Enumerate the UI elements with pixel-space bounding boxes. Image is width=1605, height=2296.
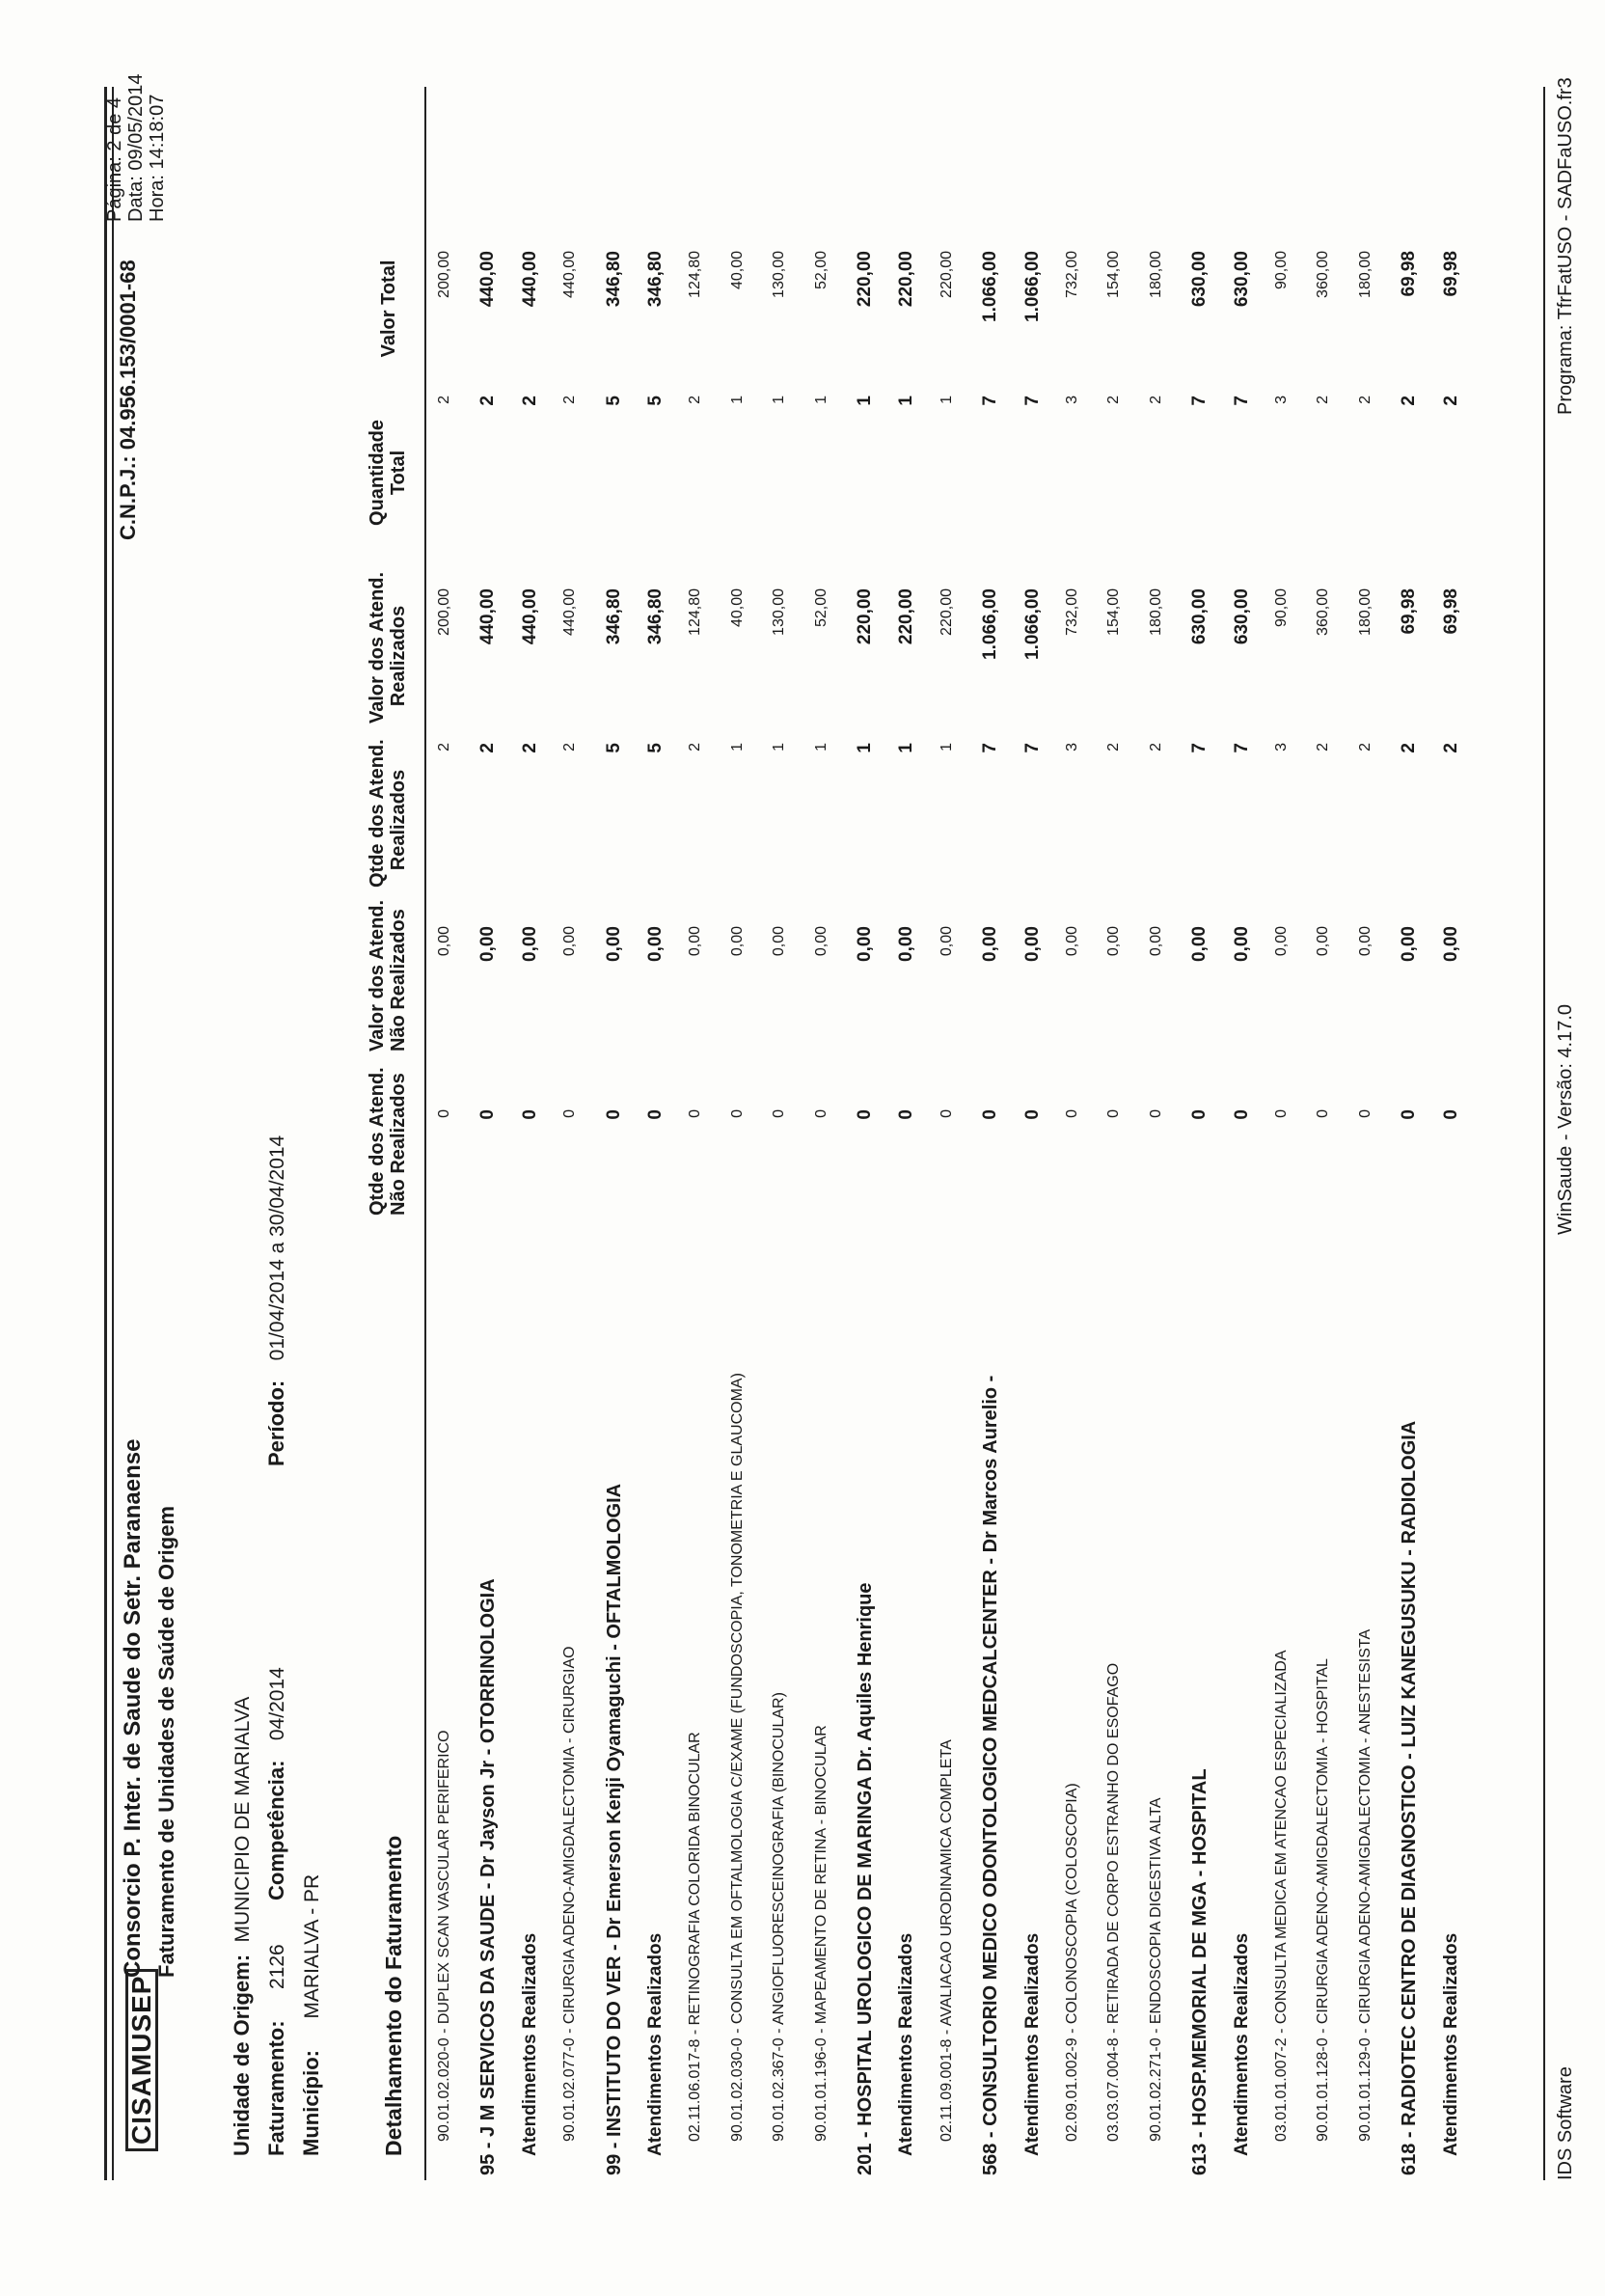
procedure-row [436, 0, 463, 2296]
cell-qtde-nao-realizados: 0 [1273, 1109, 1290, 1118]
group-row [1022, 0, 1049, 2296]
cell-qtde-nao-realizados: 0 [519, 1109, 540, 1120]
cell-quantidade-total: 1 [728, 396, 746, 404]
cell-qtde-realizados: 1 [896, 743, 917, 753]
cell-valor-total: 440,00 [561, 251, 579, 298]
cell-qtde-nao-realizados: 0 [728, 1109, 746, 1118]
row-description: 90.01.02.367-0 - ANGIOFLUORESCEINOGRAFIA (BINOCULAR) [771, 1692, 788, 2142]
cell-valor-nao-realizados: 0,00 [896, 926, 917, 962]
cell-valor-total: 346,80 [603, 251, 624, 308]
cell-valor-realizados: 360,00 [1315, 588, 1332, 636]
cell-qtde-realizados: 2 [1315, 743, 1332, 752]
cell-valor-total: 630,00 [1231, 251, 1252, 308]
cell-valor-nao-realizados: 0,00 [1064, 926, 1080, 957]
cell-valor-total: 90,00 [1273, 251, 1290, 290]
cell-valor-total: 69,98 [1440, 251, 1461, 297]
cell-quantidade-total: 7 [980, 396, 1001, 406]
cell-valor-total: 69,98 [1399, 251, 1420, 297]
procedure-row [687, 0, 714, 2296]
cell-valor-nao-realizados: 0,00 [561, 926, 579, 957]
cell-quantidade-total: 2 [519, 396, 540, 406]
group-row [896, 0, 923, 2296]
cell-valor-total: 220,00 [938, 251, 955, 298]
col-qtde-realizados: Qtde dos Atend. Realizados [367, 739, 409, 888]
row-description: 568 - CONSULTORIO MEDICO ODONTOLOGICO MEDCALCENTER - Dr Marcos Aurelio - [980, 1375, 1002, 2175]
cell-quantidade-total: 2 [1105, 396, 1123, 404]
row-description: 03.03.07.004-8 - RETIRADA DE CORPO ESTRANHO DO ESOFAGO [1105, 1662, 1123, 2142]
cell-valor-realizados: 630,00 [1189, 588, 1211, 645]
footer-rule [1543, 87, 1545, 2180]
cell-qtde-nao-realizados: 0 [1064, 1109, 1080, 1118]
cell-valor-nao-realizados: 0,00 [519, 926, 540, 962]
cell-valor-total: 52,00 [812, 251, 830, 290]
cell-valor-realizados: 69,98 [1440, 588, 1461, 635]
cell-qtde-nao-realizados: 0 [1189, 1109, 1211, 1120]
unit-row [604, 0, 631, 2296]
cell-qtde-realizados: 2 [1399, 743, 1420, 753]
cell-qtde-realizados: 2 [687, 743, 704, 752]
cell-quantidade-total: 3 [1064, 396, 1080, 404]
col-quantidade-total: Quantidade Total [367, 420, 409, 527]
cell-qtde-realizados: 2 [561, 743, 579, 752]
cell-qtde-realizados: 2 [477, 743, 499, 753]
cell-valor-realizados: 630,00 [1231, 588, 1252, 645]
cell-qtde-nao-realizados: 0 [561, 1109, 579, 1118]
cell-valor-total: 40,00 [728, 251, 746, 290]
cell-qtde-nao-realizados: 0 [477, 1109, 499, 1120]
footer-software: IDS Software [1555, 2066, 1576, 2180]
report-time: Hora: 14:18:07 [147, 94, 168, 222]
cell-valor-realizados: 732,00 [1064, 588, 1080, 636]
cell-valor-nao-realizados: 0,00 [855, 926, 875, 962]
cell-valor-total: 440,00 [477, 251, 499, 308]
row-description: 95 - J M SERVICOS DA SAUDE - Dr Jayson Jr - OTORRINOLOGIA [477, 1578, 500, 2175]
competencia: Competência: 04/2014 [264, 1667, 288, 1900]
municipio: Município: MARIALVA - PR [299, 1873, 323, 2156]
procedure-row [1064, 0, 1091, 2296]
cell-qtde-realizados: 7 [1021, 743, 1043, 753]
row-description: 02.11.06.017-8 - RETINOGRAFIA COLORIDA BINOCULAR [687, 1732, 704, 2142]
cell-qtde-realizados: 1 [938, 743, 955, 752]
cell-valor-realizados: 200,00 [436, 588, 452, 636]
cell-valor-total: 180,00 [1147, 251, 1164, 298]
cell-qtde-realizados: 2 [1440, 743, 1461, 753]
cell-qtde-nao-realizados: 0 [896, 1109, 917, 1120]
cell-qtde-realizados: 7 [1189, 743, 1211, 753]
cell-valor-nao-realizados: 0,00 [1147, 926, 1164, 957]
col-valor-nao-realizados: Valor dos Atend. Não Realizados [367, 899, 409, 1052]
procedure-row [1105, 0, 1132, 2296]
cell-valor-total: 732,00 [1064, 251, 1080, 298]
cell-valor-nao-realizados: 0,00 [1356, 926, 1374, 957]
cell-qtde-nao-realizados: 0 [812, 1109, 830, 1118]
cell-valor-total: 200,00 [436, 251, 452, 298]
cell-quantidade-total: 2 [436, 396, 452, 404]
cell-qtde-nao-realizados: 0 [687, 1109, 704, 1118]
cell-qtde-nao-realizados: 0 [645, 1109, 666, 1120]
cell-qtde-nao-realizados: 0 [855, 1109, 875, 1120]
cell-valor-nao-realizados: 0,00 [645, 926, 666, 962]
cell-qtde-realizados: 7 [980, 743, 1001, 753]
cell-valor-nao-realizados: 0,00 [771, 926, 788, 957]
cell-valor-nao-realizados: 0,00 [1189, 926, 1211, 962]
cell-quantidade-total: 5 [603, 396, 624, 406]
cell-valor-nao-realizados: 0,00 [1440, 926, 1461, 962]
cell-qtde-realizados: 2 [1356, 743, 1374, 752]
row-description: 02.09.01.002-9 - COLONOSCOPIA (COLOSCOPIA) [1064, 1783, 1080, 2142]
cell-valor-nao-realizados: 0,00 [687, 926, 704, 957]
cell-valor-total: 124,80 [687, 251, 704, 298]
cell-qtde-nao-realizados: 0 [1399, 1109, 1420, 1120]
cell-quantidade-total: 2 [1440, 396, 1461, 406]
row-description: Atendimentos Realizados [1021, 1932, 1043, 2156]
row-description: Atendimentos Realizados [519, 1932, 540, 2156]
cell-valor-nao-realizados: 0,00 [980, 926, 1001, 962]
cell-valor-realizados: 440,00 [477, 588, 499, 645]
row-description: 90.01.02.271-0 - ENDOSCOPIA DIGESTIVA ALTA [1147, 1797, 1164, 2142]
cell-valor-total: 630,00 [1189, 251, 1211, 308]
cell-qtde-nao-realizados: 0 [1440, 1109, 1461, 1120]
cell-quantidade-total: 2 [687, 396, 704, 404]
cell-valor-realizados: 180,00 [1356, 588, 1374, 636]
page-number: Página: 2 de 4 [104, 96, 125, 222]
row-description: 90.01.02.077-0 - CIRURGIA ADENO-AMIGDALECTOMIA - CIRURGIAO [561, 1646, 579, 2142]
cell-quantidade-total: 2 [1356, 396, 1374, 404]
cell-quantidade-total: 2 [477, 396, 499, 406]
cell-qtde-nao-realizados: 0 [1315, 1109, 1332, 1118]
cell-quantidade-total: 2 [1147, 396, 1164, 404]
row-description: 90.01.01.128-0 - CIRURGIA ADENO-AMIGDALECTOMIA - HOSPITAL [1315, 1658, 1332, 2142]
cell-qtde-realizados: 1 [812, 743, 830, 752]
cell-qtde-nao-realizados: 0 [1105, 1109, 1123, 1118]
cell-valor-nao-realizados: 0,00 [728, 926, 746, 957]
cell-valor-realizados: 90,00 [1273, 588, 1290, 628]
cell-valor-realizados: 346,80 [645, 588, 666, 645]
unit-row [1399, 0, 1426, 2296]
unit-row [855, 0, 882, 2296]
cell-valor-nao-realizados: 0,00 [1021, 926, 1043, 962]
row-description: 618 - RADIOTEC CENTRO DE DIAGNOSTICO - LUIZ KANEGUSUKU - RADIOLOGIA [1399, 1420, 1421, 2175]
cell-valor-nao-realizados: 0,00 [603, 926, 624, 962]
row-description: 90.01.01.129-0 - CIRURGIA ADENO-AMIGDALECTOMIA - ANESTESISTA [1356, 1628, 1374, 2142]
report-subtitle: Faturamento de Unidades de Saúde de Origem [154, 1506, 178, 1978]
cell-valor-nao-realizados: 0,00 [477, 926, 499, 962]
cell-valor-nao-realizados: 0,00 [1273, 926, 1290, 957]
cell-qtde-nao-realizados: 0 [771, 1109, 788, 1118]
header-rule-thin [112, 87, 114, 2180]
cell-valor-nao-realizados: 0,00 [1399, 926, 1420, 962]
cell-valor-realizados: 40,00 [728, 588, 746, 628]
cell-quantidade-total: 1 [812, 396, 830, 404]
cell-quantidade-total: 2 [561, 396, 579, 404]
cell-valor-total: 154,00 [1105, 251, 1123, 298]
cell-quantidade-total: 2 [1315, 396, 1332, 404]
row-description: Atendimentos Realizados [1440, 1932, 1461, 2156]
row-description: 90.01.01.196-0 - MAPEAMENTO DE RETINA - BINOCULAR [812, 1725, 830, 2142]
cell-qtde-nao-realizados: 0 [1356, 1109, 1374, 1118]
cell-qtde-realizados: 1 [771, 743, 788, 752]
cell-qtde-realizados: 5 [603, 743, 624, 753]
cell-qtde-realizados: 1 [728, 743, 746, 752]
row-description: 90.01.02.020-0 - DUPLEX SCAN VASCULAR PERIFERICO [436, 1730, 452, 2142]
cell-qtde-nao-realizados: 0 [436, 1109, 452, 1118]
group-row [1232, 0, 1259, 2296]
cell-valor-nao-realizados: 0,00 [1105, 926, 1123, 957]
cell-qtde-nao-realizados: 0 [980, 1109, 1001, 1120]
cell-qtde-nao-realizados: 0 [1147, 1109, 1164, 1118]
cell-qtde-realizados: 1 [855, 743, 875, 753]
footer-version: WinSaude - Versão: 4.17.0 [1555, 1003, 1576, 1235]
cell-valor-realizados: 180,00 [1147, 588, 1164, 636]
cell-valor-total: 220,00 [855, 251, 875, 308]
cell-qtde-realizados: 7 [1231, 743, 1252, 753]
cell-quantidade-total: 7 [1231, 396, 1252, 406]
cell-qtde-realizados: 5 [645, 743, 666, 753]
cell-valor-total: 440,00 [519, 251, 540, 308]
section-title: Detalhamento do Faturamento [381, 1835, 406, 2156]
procedure-row [813, 0, 840, 2296]
row-description: 03.01.01.007-2 - CONSULTA MEDICA EM ATENCAO ESPECIALIZADA [1273, 1650, 1290, 2142]
cell-valor-nao-realizados: 0,00 [938, 926, 955, 957]
col-qtde-nao-realizados: Qtde dos Atend. Não Realizados [367, 1067, 409, 1216]
cell-valor-realizados: 1.066,00 [1021, 588, 1043, 660]
procedure-row [771, 0, 798, 2296]
cell-qtde-realizados: 3 [1064, 743, 1080, 752]
cell-valor-total: 1.066,00 [1021, 251, 1043, 322]
cell-qtde-realizados: 2 [1105, 743, 1123, 752]
report-date: Data: 09/05/2014 [125, 73, 147, 222]
cell-quantidade-total: 1 [938, 396, 955, 404]
cell-qtde-nao-realizados: 0 [603, 1109, 624, 1120]
cell-valor-nao-realizados: 0,00 [436, 926, 452, 957]
cell-valor-total: 130,00 [771, 251, 788, 298]
col-valor-total: Valor Total [378, 260, 399, 358]
cnpj: C.N.P.J.: 04.956.153/0001-68 [116, 260, 140, 540]
unit-row [477, 0, 504, 2296]
procedure-row [1315, 0, 1342, 2296]
cell-quantidade-total: 1 [896, 396, 917, 406]
procedure-row [561, 0, 588, 2296]
cell-valor-realizados: 154,00 [1105, 588, 1123, 636]
group-row [520, 0, 547, 2296]
cell-valor-realizados: 440,00 [519, 588, 540, 645]
procedure-row [729, 0, 756, 2296]
footer-program: Programa: TfrFatUSO - SADFaUSO.fr3 [1555, 77, 1576, 415]
procedure-row [1357, 0, 1384, 2296]
row-description: 02.11.09.001-8 - AVALIACAO URODINAMICA COMPLETA [938, 1739, 955, 2142]
table-header-rule [424, 87, 426, 2180]
cell-valor-total: 180,00 [1356, 251, 1374, 298]
cell-qtde-nao-realizados: 0 [1021, 1109, 1043, 1120]
cell-valor-total: 1.066,00 [980, 251, 1001, 322]
logo: CISAMUSEP [125, 1969, 158, 2151]
procedure-row [1273, 0, 1300, 2296]
unit-row [980, 0, 1007, 2296]
cell-valor-total: 360,00 [1315, 251, 1332, 298]
unidade-origem: Unidade de Origem: MUNICIPIO DE MARIALVA [230, 1696, 254, 2156]
cell-valor-realizados: 220,00 [896, 588, 917, 645]
cell-valor-realizados: 52,00 [812, 588, 830, 628]
cell-valor-total: 346,80 [645, 251, 666, 308]
cell-qtde-realizados: 2 [1147, 743, 1164, 752]
group-row [1441, 0, 1468, 2296]
cell-quantidade-total: 1 [855, 396, 875, 406]
cell-valor-realizados: 220,00 [938, 588, 955, 636]
cell-quantidade-total: 3 [1273, 396, 1290, 404]
procedure-row [1148, 0, 1175, 2296]
cell-valor-realizados: 440,00 [561, 588, 579, 636]
cell-valor-realizados: 220,00 [855, 588, 875, 645]
cell-qtde-nao-realizados: 0 [938, 1109, 955, 1118]
cell-valor-nao-realizados: 0,00 [1315, 926, 1332, 957]
cell-valor-realizados: 130,00 [771, 588, 788, 636]
cell-quantidade-total: 5 [645, 396, 666, 406]
cell-valor-nao-realizados: 0,00 [1231, 926, 1252, 962]
faturamento: Faturamento: 2126 [264, 1944, 288, 2156]
row-description: Atendimentos Realizados [645, 1932, 666, 2156]
cell-qtde-realizados: 3 [1273, 743, 1290, 752]
row-description: 613 - HOSP.MEMORIAL DE MGA - HOSPITAL [1189, 1768, 1211, 2175]
header-rule [104, 87, 107, 2180]
procedure-row [939, 0, 966, 2296]
row-description: Atendimentos Realizados [896, 1932, 917, 2156]
report-title: Consorcio P. Inter. de Saude do Setr. Paranaense [120, 1438, 146, 1978]
cell-qtde-realizados: 2 [519, 743, 540, 753]
col-valor-realizados: Valor dos Atend. Realizados [367, 571, 409, 724]
cell-valor-nao-realizados: 0,00 [812, 926, 830, 957]
periodo: Período: 01/04/2014 a 30/04/2014 [264, 1134, 288, 1466]
cell-valor-realizados: 69,98 [1399, 588, 1420, 635]
cell-valor-total: 220,00 [896, 251, 917, 308]
cell-valor-realizados: 346,80 [603, 588, 624, 645]
cell-valor-realizados: 124,80 [687, 588, 704, 636]
unit-row [1189, 0, 1216, 2296]
group-row [645, 0, 672, 2296]
row-description: 99 - INSTITUTO DO VER - Dr Emerson Kenji Oyamaguchi - OFTALMOLOGIA [603, 1483, 625, 2175]
row-description: Atendimentos Realizados [1231, 1932, 1252, 2156]
row-description: 201 - HOSPITAL UROLOGICO DE MARINGA Dr. Aquiles Henrique [855, 1582, 876, 2175]
cell-quantidade-total: 7 [1189, 396, 1211, 406]
cell-quantidade-total: 1 [771, 396, 788, 404]
cell-quantidade-total: 2 [1399, 396, 1420, 406]
row-description: 90.01.02.030-0 - CONSULTA EM OFTALMOLOGIA C/EXAME (FUNDOSCOPIA, TONOMETRIA E GLAUCOMA) [728, 1373, 746, 2142]
cell-quantidade-total: 7 [1021, 396, 1043, 406]
cell-valor-realizados: 1.066,00 [980, 588, 1001, 660]
cell-qtde-nao-realizados: 0 [1231, 1109, 1252, 1120]
cell-qtde-realizados: 2 [436, 743, 452, 752]
